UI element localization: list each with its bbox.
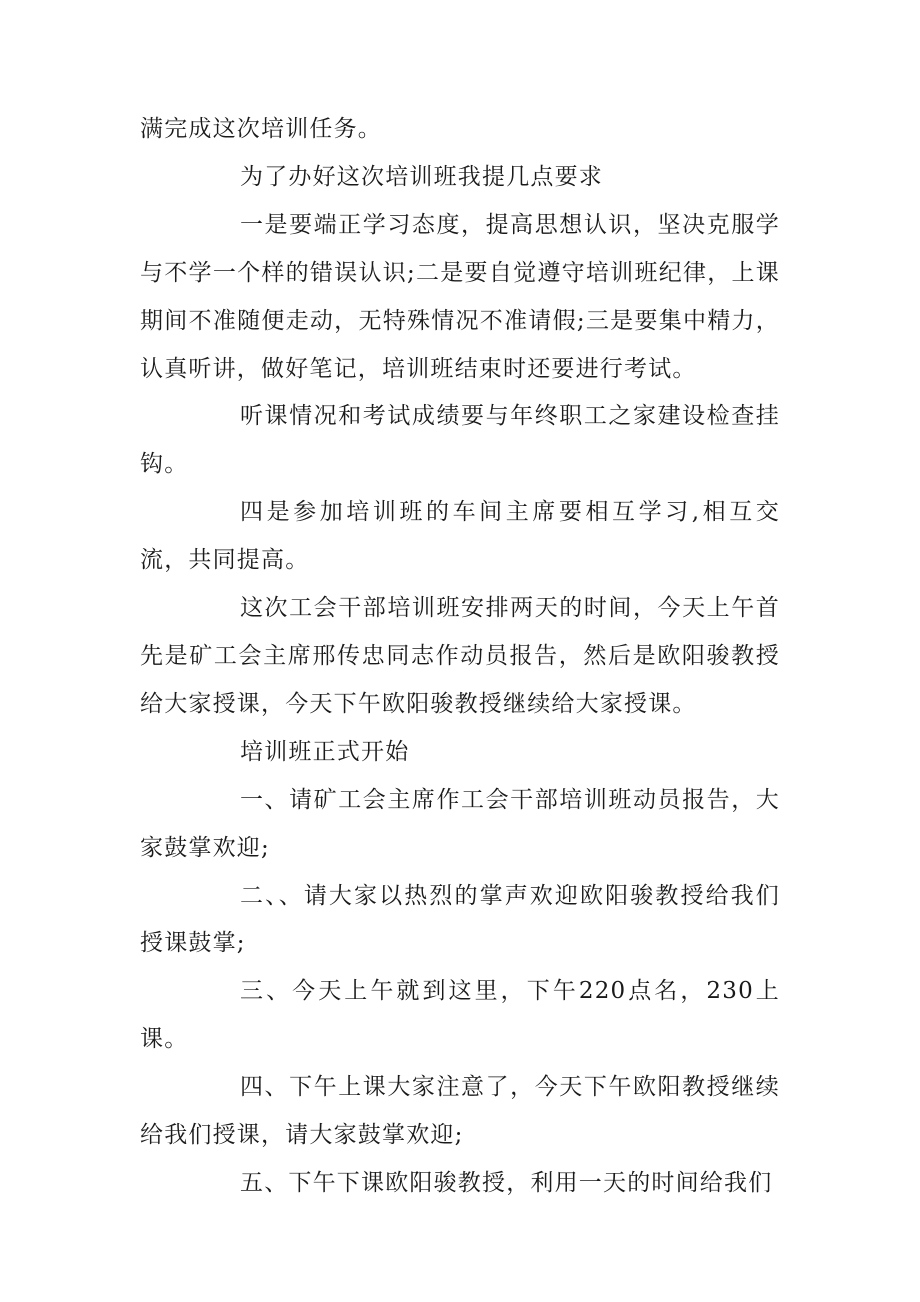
paragraph-11: 四、下午上课大家注意了，今天下午欧阳教授继续给我们授课，请大家鼓掌欢迎;	[140, 1074, 780, 1149]
paragraph-5: 四是参加培训班的车间主席要相互学习,相互交流，共同提高。	[140, 499, 780, 574]
paragraph-9: 二、、请大家以热烈的掌声欢迎欧阳骏教授给我们授课鼓掌;	[140, 882, 780, 957]
paragraph-4: 听课情况和考试成绩要与年终职工之家建设检查挂钩。	[140, 403, 780, 478]
paragraph-10: 三、今天上午就到这里，下午220点名，230上课。	[140, 978, 780, 1053]
paragraph-2: 为了办好这次培训班我提几点要求	[240, 163, 603, 190]
paragraph-1: 满完成这次培训任务。	[140, 116, 382, 142]
paragraph-7: 培训班正式开始	[240, 738, 410, 765]
paragraph-3: 一是要端正学习态度，提高思想认识，坚决克服学与不学一个样的错误认识;二是要自觉遵守培训班纪律，上课期间不准随便走动，无特殊情况不准请假;三是要集中精力，认真听讲，做好笔记，培训班结束时还要进行考试。	[140, 211, 780, 382]
paragraph-12: 五、下午下课欧阳骏教授，利用一天的时间给我们	[240, 1169, 773, 1196]
paragraph-6: 这次工会干部培训班安排两天的时间，今天上午首先是矿工会主席邢传忠同志作动员报告，然后是欧阳骏教授给大家授课，今天下午欧阳骏教授继续给大家授课。	[140, 595, 780, 717]
document-body	[140, 106, 780, 1208]
paragraph-8: 一、请矿工会主席作工会干部培训班动员报告，大家鼓掌欢迎;	[140, 786, 780, 861]
